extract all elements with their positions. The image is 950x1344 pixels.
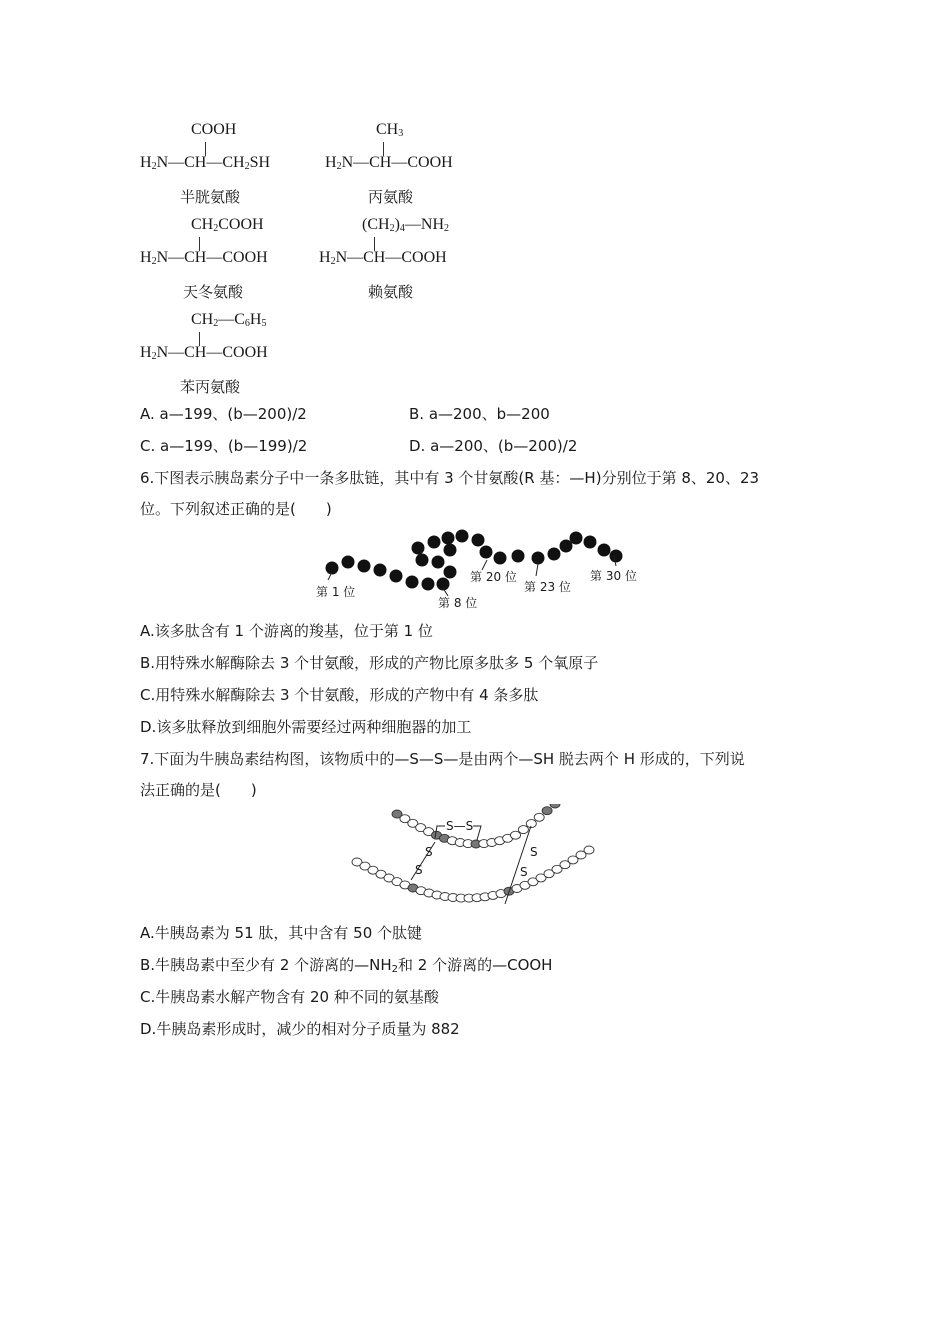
q5-option-a: A. a—199、(b—200)/2 [140,405,307,423]
amino-acid-bead [390,570,403,583]
q6-option-c: C.用特殊水解酶除去 3 个甘氨酸，形成的产物中有 4 条多肽 [140,686,539,704]
amino-acid-bead [456,530,469,543]
amino-acid-bead [584,536,597,549]
q5-option-d: D. a—200、(b—200)/2 [409,437,578,455]
cys-name: 半胱氨酸 [180,188,241,206]
amino-acid-bead [444,544,457,557]
amino-acid-bead [406,576,419,589]
amino-acid-bead [472,534,485,547]
q7-option-c: C.牛胰岛素水解产物含有 20 种不同的氨基酸 [140,988,439,1006]
amino-acid-bead [512,550,525,563]
amino-acid-bead [342,556,355,569]
amino-acid-bead [548,548,561,561]
amino-acid-bead [532,552,545,565]
amino-acid-bead [598,544,611,557]
amino-acid-bead [422,578,435,591]
lys-side-chain: $(CH_2)_4—NH_2$ [362,216,449,234]
amino-acid-bead [480,546,493,559]
chain-a-residue [542,807,552,815]
amino-acid-bead [374,564,387,577]
lys-name: 赖氨酸 [368,283,414,301]
s-atom-2: S [415,863,423,877]
asp-side-chain: $CH_2COOH$ [191,216,264,234]
q6-option-d: D.该多肽释放到细胞外需要经过两种细胞器的加工 [140,718,472,736]
s-atom-3: S [530,845,538,859]
phe-backbone: $H_2N—CH—COOH$ [140,344,268,362]
label-position-8: 第 8 位 [438,596,478,610]
cys-side-chain: COOH [191,121,237,138]
amino-acid-bead [428,536,441,549]
label-position-23: 第 23 位 [524,580,571,594]
phe-name: 苯丙氨酸 [180,378,241,396]
label-position-20: 第 20 位 [470,570,517,584]
amino-acid-bead [416,554,429,567]
ala-backbone: $H_2N—CH—COOH$ [325,154,453,172]
ala-side-chain: $CH_3$ [376,121,404,139]
insulin-structure-diagram [345,804,605,914]
label-position-1: 第 1 位 [316,585,356,599]
s-atom-4: S [520,865,528,879]
cys-backbone: $H_2N—CH—CH_2SH$ [140,154,271,172]
chain-a-residue [550,804,560,808]
label-position-30: 第 30 位 [590,569,637,583]
q6-stem-line1: 6.下图表示胰岛素分子中一条多肽链，其中有 3 个甘氨酸(R 基：—H)分别位于第 8、20、23 [140,469,760,487]
lys-backbone: $H_2N—CH—COOH$ [319,249,447,267]
polypeptide-chain-diagram [300,522,650,614]
q7-stem-line1: 7.下面为牛胰岛素结构图，该物质中的—S—S—是由两个—SH 脱去两个 H 形成的，下列说 [140,750,745,768]
chain-a-residue [518,826,528,834]
q7-option-d: D.牛胰岛素形成时，减少的相对分子质量为 882 [140,1020,460,1038]
disulfide-label-intrachain: S—S [446,819,474,833]
amino-acid-bead [494,552,507,565]
amino-acid-bead [358,560,371,573]
phe-side-chain: $CH_2—C_6H_5$ [191,311,267,329]
amino-acid-bead [444,566,457,579]
q6-option-a: A.该多肽含有 1 个游离的羧基，位于第 1 位 [140,622,433,640]
amino-acid-bead [610,550,623,563]
s-atom-1: S [425,845,433,859]
q6-option-b: B.用特殊水解酶除去 3 个甘氨酸，形成的产物比原多肽多 5 个氧原子 [140,654,599,672]
ala-name: 丙氨酸 [368,188,414,206]
chain-a-residue [534,813,544,821]
q6-stem-line2: 位。下列叙述正确的是( ) [140,500,332,518]
q7-option-a: A.牛胰岛素为 51 肽，其中含有 50 个肽键 [140,924,423,942]
chain-a-residue [511,831,521,839]
amino-acid-bead [432,556,445,569]
q7-stem-line2: 法正确的是( ) [140,781,257,799]
q5-option-b: B. a—200、b—200 [409,405,550,423]
q7-option-b: B.牛胰岛素中至少有 2 个游离的$—NH_2$和 2 个游离的—COOH [140,956,553,975]
asp-backbone: $H_2N—CH—COOH$ [140,249,268,267]
chain-b-residue [584,846,594,854]
q5-option-c: C. a—199、(b—199)/2 [140,437,308,455]
amino-acid-bead [412,542,425,555]
amino-acid-bead [442,532,455,545]
amino-acid-bead [570,532,583,545]
asp-name: 天冬氨酸 [183,283,244,301]
